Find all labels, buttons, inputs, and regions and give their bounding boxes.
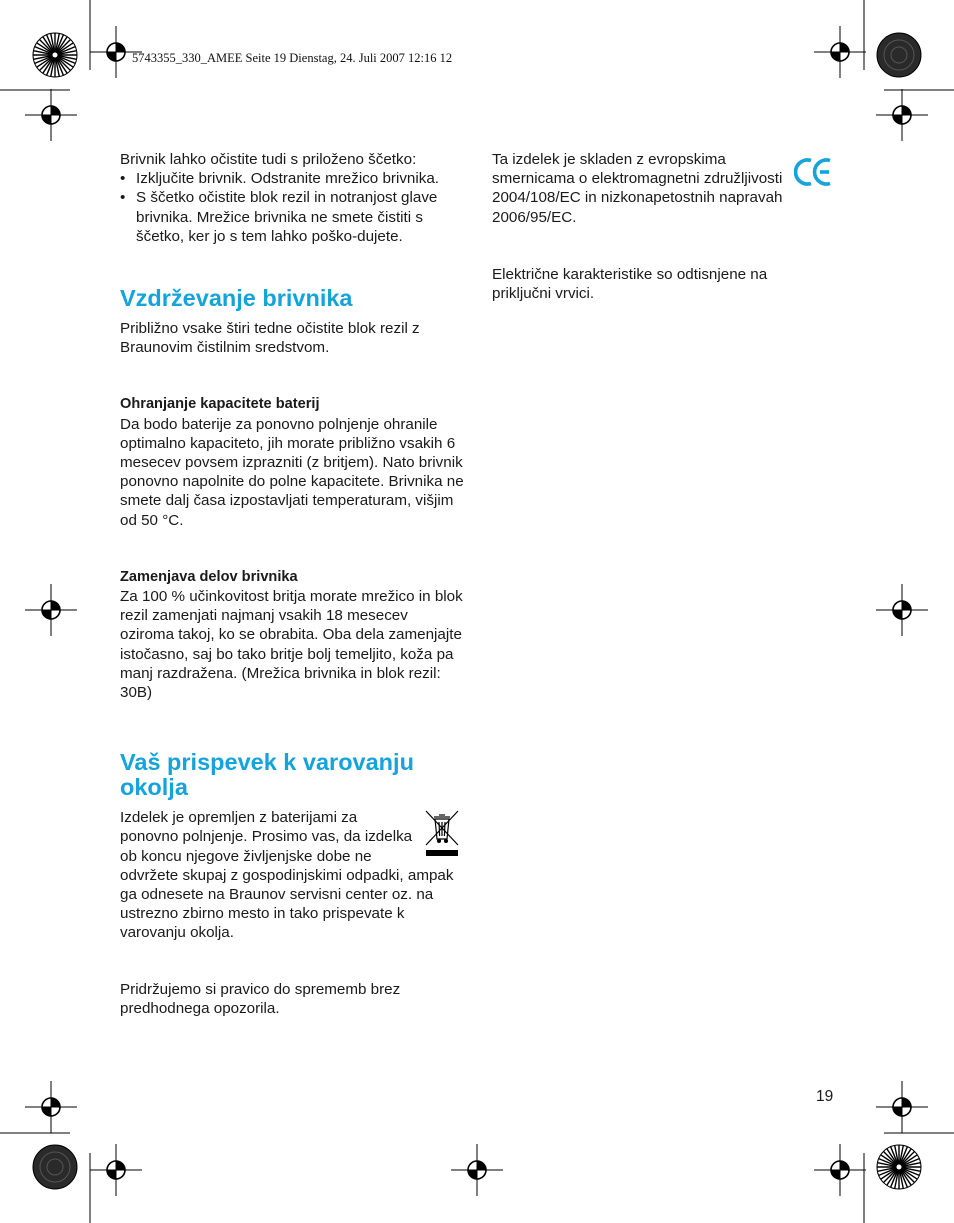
crossed-out-bin-icon <box>423 808 461 856</box>
cleaning-steps <box>120 169 465 246</box>
list-item: • Izključite brivnik. Odstranite mrežico brivnika. <box>120 170 440 188</box>
cleaning-intro: Brivnik lahko očistite tudi s priloženo ščetko: <box>120 151 417 168</box>
page-number: 19 <box>816 1088 834 1105</box>
section-heading-environment: Vaš prispevek k varovanju okolja <box>120 749 414 801</box>
section-heading-maintenance: Vzdrževanje brivnika <box>120 285 353 312</box>
subheading-battery: Ohranjanje kapacitete baterij <box>120 396 320 413</box>
parts-text: Za 100 % učinkovitost britja morate mrežico in blok rezil zamenjati najmanj vsakih 18 mesecev oziroma takoj, ko se obrabita. Oba dela zamenjajte istočasno, saj bo tako britje bolj temeljito, koža pa manj razdražena. (Mrežica brivnika in blok rezil: 30B) <box>120 588 463 702</box>
environment-block <box>120 808 465 942</box>
bullet-icon: • <box>120 170 126 188</box>
bullet-icon: • <box>120 189 126 207</box>
list-item: • S ščetko očistite blok rezil in notranjost glave brivnika. Mrežice brivnika ne smete čistiti s ščetko, ker jo s tem lahko poško-dujete. <box>120 189 438 245</box>
ce-compliance-text: Ta izdelek je skladen z evropskima smernicama o elektromagnetni združljivosti 2004/108/EC in nizkonapetostnih napravah 2006/95/EC. <box>492 151 783 226</box>
electrical-text: Električne karakteristike so odtisnjene na priključni vrvici. <box>492 265 768 303</box>
right-column <box>492 150 812 303</box>
subheading-parts: Zamenjava delov brivnika <box>120 568 298 585</box>
print-slug: 5743355_330_AMEE Seite 19 Dienstag, 24. Juli 2007 12:16 12 <box>132 51 453 65</box>
left-column <box>120 150 465 1018</box>
maintenance-text: Približno vsake štiri tedne očistite blok rezil z Braunovim čistilnim sredstvom. <box>120 320 420 357</box>
battery-text: Da bodo baterije za ponovno polnjenje ohranile optimalno kapaciteto, jih morate približno vsakih 6 mesecev povsem izprazniti (z britjem). Nato brivnik ponovno napolnite do polne kapacitete. Brivnika ne smete dalj časa izpostavljati temperaturam, višjim od 50 °C. <box>120 415 464 529</box>
disclaimer-text: Pridržujemo si pravico do sprememb brez predhodnega opozorila. <box>120 980 401 1017</box>
ce-mark-icon <box>794 156 834 188</box>
environment-text: Izdelek je opremljen z baterijami za ponovno polnjenje. Prosimo vas, da izdelka ob koncu njegove življenjske dobe ne odvržete skupaj z gospodinjskimi odpadki, ampak ga odnesete na Braunov servisni center oz. na ustrezno zbirno mesto in tako prispevate k varovanju okolja. <box>120 809 454 942</box>
